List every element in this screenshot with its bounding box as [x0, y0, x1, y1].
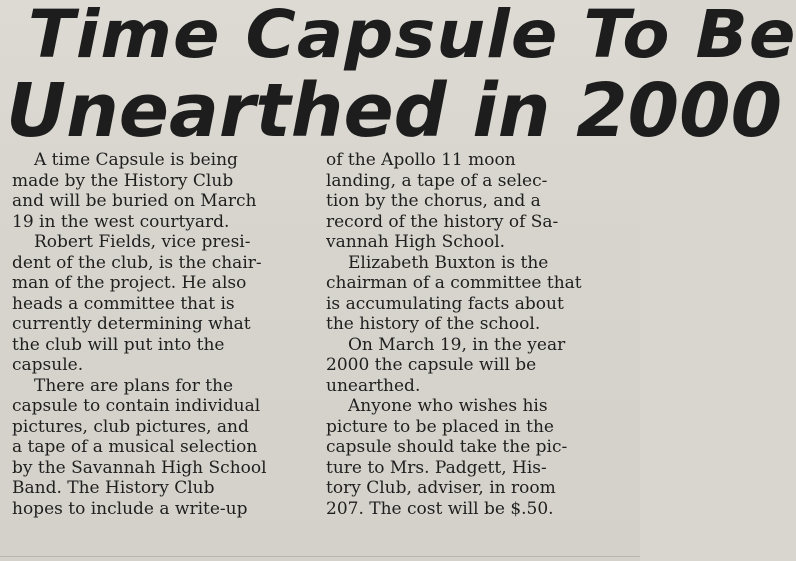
article-column-left [12, 150, 310, 519]
article-line: Robert Fields, vice presi- [34, 232, 251, 252]
article-line: capsule should take the pic- [326, 437, 568, 457]
article-line: 19 in the west courtyard. [12, 211, 230, 232]
article-line: a tape of a musical selection [12, 437, 258, 457]
headline-line-2: Unearthed in 2000 [6, 68, 783, 154]
article-line: heads a committee that is [12, 293, 235, 314]
article-line: record of the history of Sa- [326, 211, 559, 232]
article-line: by the Savannah High School [12, 457, 267, 478]
article-line: of the Apollo 11 moon [326, 150, 516, 170]
article-line: capsule to contain individual [12, 396, 261, 416]
article-line: unearthed. [326, 375, 421, 396]
article-line: made by the History Club [12, 170, 234, 191]
bottom-divider [0, 556, 640, 557]
article-line: capsule. [12, 355, 84, 375]
article-column-right [326, 150, 626, 519]
article-line: tory Club, adviser, in room [326, 478, 556, 498]
article-line: pictures, club pictures, and [12, 416, 249, 437]
article-line: On March 19, in the year [348, 334, 566, 355]
article-line: 207. The cost will be $.50. [326, 498, 554, 519]
article-line: vannah High School. [326, 232, 506, 252]
article-line: hopes to include a write-up [12, 498, 248, 519]
article-line: A time Capsule is being [34, 150, 238, 170]
article-line: Elizabeth Buxton is the [348, 252, 549, 273]
article-line: There are plans for the [34, 375, 234, 396]
article-line: ture to Mrs. Padgett, His- [326, 457, 547, 478]
article-line: the history of the school. [326, 314, 541, 334]
article-line: Band. The History Club [12, 478, 215, 498]
article-line: the club will put into the [12, 334, 225, 355]
headline-line-1: Time Capsule To Be [28, 0, 796, 73]
article-line: is accumulating facts about [326, 293, 564, 314]
article-line: tion by the chorus, and a [326, 191, 541, 211]
article-line: dent of the club, is the chair- [12, 252, 262, 273]
article-line: and will be buried on March [12, 191, 257, 211]
article-line: man of the project. He also [12, 273, 247, 293]
article-line: landing, a tape of a selec- [326, 170, 548, 191]
article-line: Anyone who wishes his [348, 396, 548, 416]
article-line: picture to be placed in the [326, 416, 554, 437]
article-line: 2000 the capsule will be [326, 355, 537, 375]
article-line: chairman of a committee that [326, 273, 582, 293]
article-line: currently determining what [12, 314, 251, 334]
